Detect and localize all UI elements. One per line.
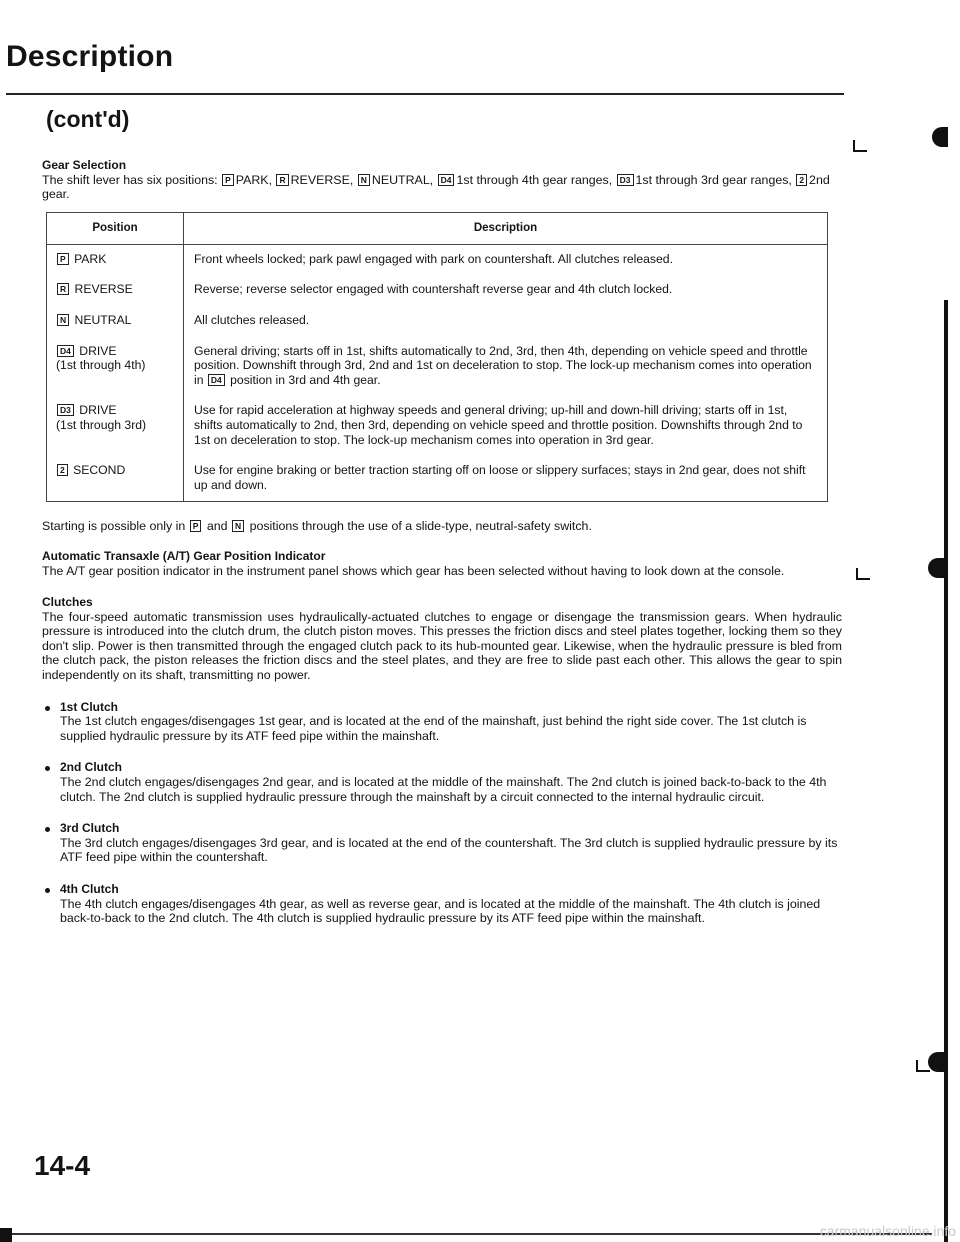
- binding-edge-bar: [944, 300, 948, 1242]
- drive4-key-icon: D4: [57, 345, 74, 357]
- reverse-key-icon: R: [57, 283, 69, 295]
- neutral-key-icon: N: [358, 174, 370, 186]
- title-divider: [6, 93, 844, 95]
- gear-selection-heading: Gear Selection: [42, 158, 127, 172]
- position-cell: D4 DRIVE (1st through 4th): [47, 337, 184, 397]
- margin-tick: [916, 1060, 918, 1072]
- position-column-header: Position: [47, 212, 184, 244]
- bottom-divider: [12, 1233, 932, 1235]
- drive4-key-icon: D4: [208, 374, 225, 386]
- page-number: 14-4: [34, 1150, 91, 1181]
- thumb-tab-marker: [932, 127, 948, 147]
- second-key-icon: 2: [796, 174, 807, 186]
- thumb-tab-marker: [928, 1052, 944, 1072]
- description-cell: Use for engine braking or better traction starting off on loose or slippery surfaces; stays in 2nd gear, does not shift up and down.: [194, 463, 806, 492]
- second-key-icon: 2: [57, 464, 68, 476]
- drive4-key-icon: D4: [438, 174, 455, 186]
- table-header-row: [47, 212, 828, 244]
- clutches-heading: Clutches: [42, 595, 93, 610]
- park-key-icon: P: [57, 253, 69, 265]
- list-item: [42, 700, 842, 744]
- table-row: [47, 275, 828, 306]
- list-item: [42, 821, 842, 865]
- description-cell: Use for rapid acceleration at highway speeds and general driving; up-hill and down-hill driving; starts off in 1st, shifts automatically to 2nd, then 3rd, depending on vehicle speed and throttle position. Downshifts through 2nd to 1st on deceleration to stop. The lock-up mechanism comes into operation in 3rd gear.: [194, 403, 803, 447]
- table-row: [47, 244, 828, 275]
- position-cell: D3 DRIVE (1st through 3rd): [47, 396, 184, 456]
- drive3-key-icon: D3: [617, 174, 634, 186]
- position-cell: P PARK: [47, 244, 184, 275]
- clutch-description: The 1st clutch engages/disengages 1st gear, and is located at the end of the mainshaft, just behind the right side cover. The 1st clutch is supplied hydraulic pressure by its ATF feed pipe within the mainshaft.: [60, 714, 807, 743]
- position-cell: R REVERSE: [47, 275, 184, 306]
- position-cell: 2 SECOND: [47, 456, 184, 502]
- description-cell: General driving; starts off in 1st, shifts automatically to 2nd, 3rd, then 4th, depending on vehicle speed and throttle position. Downshift through 3rd, 2nd and 1st on deceleration to stop. The lock-up mechanism comes into operation in D4 position in 3rd and 4th gear.: [194, 343, 812, 387]
- page-body: [42, 158, 842, 926]
- position-cell: N NEUTRAL: [47, 306, 184, 337]
- clutch-title: 1st Clutch: [60, 699, 119, 714]
- corner-mark: [0, 1228, 12, 1242]
- park-key-icon: P: [190, 520, 202, 532]
- drive3-key-icon: D3: [57, 404, 74, 416]
- margin-tick: [853, 140, 855, 152]
- indicator-paragraph: The A/T gear position indicator in the instrument panel shows which gear has been selected without having to look down at the console.: [42, 563, 785, 578]
- clutch-description: The 2nd clutch engages/disengages 2nd gear, and is located at the middle of the mainshaft. The 2nd clutch is joined back-to-back to the 4th clutch. The 2nd clutch is supplied hydraulic pressure through the mainshaft by a circuit connected to the internal hydraulic circuit.: [60, 775, 827, 804]
- clutch-title: 3rd Clutch: [60, 821, 120, 836]
- clutch-description: The 3rd clutch engages/disengages 3rd gear, and is located at the end of the countershaft. The 3rd clutch is supplied hydraulic pressure by its ATF feed pipe within the countershaft.: [60, 835, 838, 865]
- watermark-text: carmanualsonline.info: [819, 1223, 956, 1239]
- position-table: [46, 212, 828, 503]
- list-item: [42, 760, 842, 804]
- description-cell: All clutches released.: [194, 312, 310, 327]
- neutral-key-icon: N: [232, 520, 244, 532]
- clutch-description: The 4th clutch engages/disengages 4th gear, as well as reverse gear, and is located at the middle of the mainshaft. The 4th clutch is joined back-to-back to the 2nd clutch. The 4th clutch is supplied hydraulic pressure by its ATF feed pipe within the mainshaft.: [60, 896, 821, 926]
- neutral-key-icon: N: [57, 314, 69, 326]
- table-row: [47, 456, 828, 502]
- gear-selection-intro: The shift lever has six positions: P PARK, R REVERSE, N NEUTRAL, D4 1st through 4th gear ranges, D3 1st through 3rd gear ranges, 2 2nd gear.: [42, 172, 830, 202]
- margin-tick: [856, 568, 858, 580]
- clutch-list: [42, 700, 842, 926]
- table-row: [47, 337, 828, 397]
- margin-tick: [916, 1070, 930, 1072]
- clutches-paragraph: The four-speed automatic transmission uses hydraulically-actuated clutches to engage or disengage the transmission gears. When hydraulic pressure is introduced into the clutch drum, the clutch piston moves. This presses the friction discs and steel plates together, locking them so they don't slip. Power is then transmitted through the engaged clutch pack to its hub-mounted gear. Likewise, when the hydraulic pressure is bled from the clutch pack, the piston releases the friction discs and the steel plates, and they are free to slide past each other. This allows the gear to spin independently on its shaft, transmitting no power.: [42, 609, 842, 683]
- page-subtitle: (cont'd): [46, 106, 130, 132]
- description-cell: Reverse; reverse selector engaged with countershaft reverse gear and 4th clutch locked.: [194, 282, 673, 297]
- park-key-icon: P: [222, 174, 234, 186]
- thumb-tab-marker: [928, 558, 944, 578]
- starting-note: Starting is possible only in P and N positions through the use of a slide-type, neutral-safety switch.: [42, 519, 592, 534]
- table-row: [47, 396, 828, 456]
- indicator-heading: Automatic Transaxle (A/T) Gear Position Indicator: [42, 548, 326, 563]
- margin-tick: [853, 150, 867, 152]
- clutch-title: 2nd Clutch: [60, 760, 122, 775]
- description-column-header: Description: [184, 212, 828, 244]
- reverse-key-icon: R: [276, 174, 288, 186]
- page-title: Description: [6, 40, 174, 73]
- list-item: [42, 882, 842, 926]
- description-cell: Front wheels locked; park pawl engaged with park on countershaft. All clutches released.: [194, 251, 673, 266]
- table-row: [47, 306, 828, 337]
- clutch-title: 4th Clutch: [60, 882, 119, 896]
- margin-tick: [856, 578, 870, 580]
